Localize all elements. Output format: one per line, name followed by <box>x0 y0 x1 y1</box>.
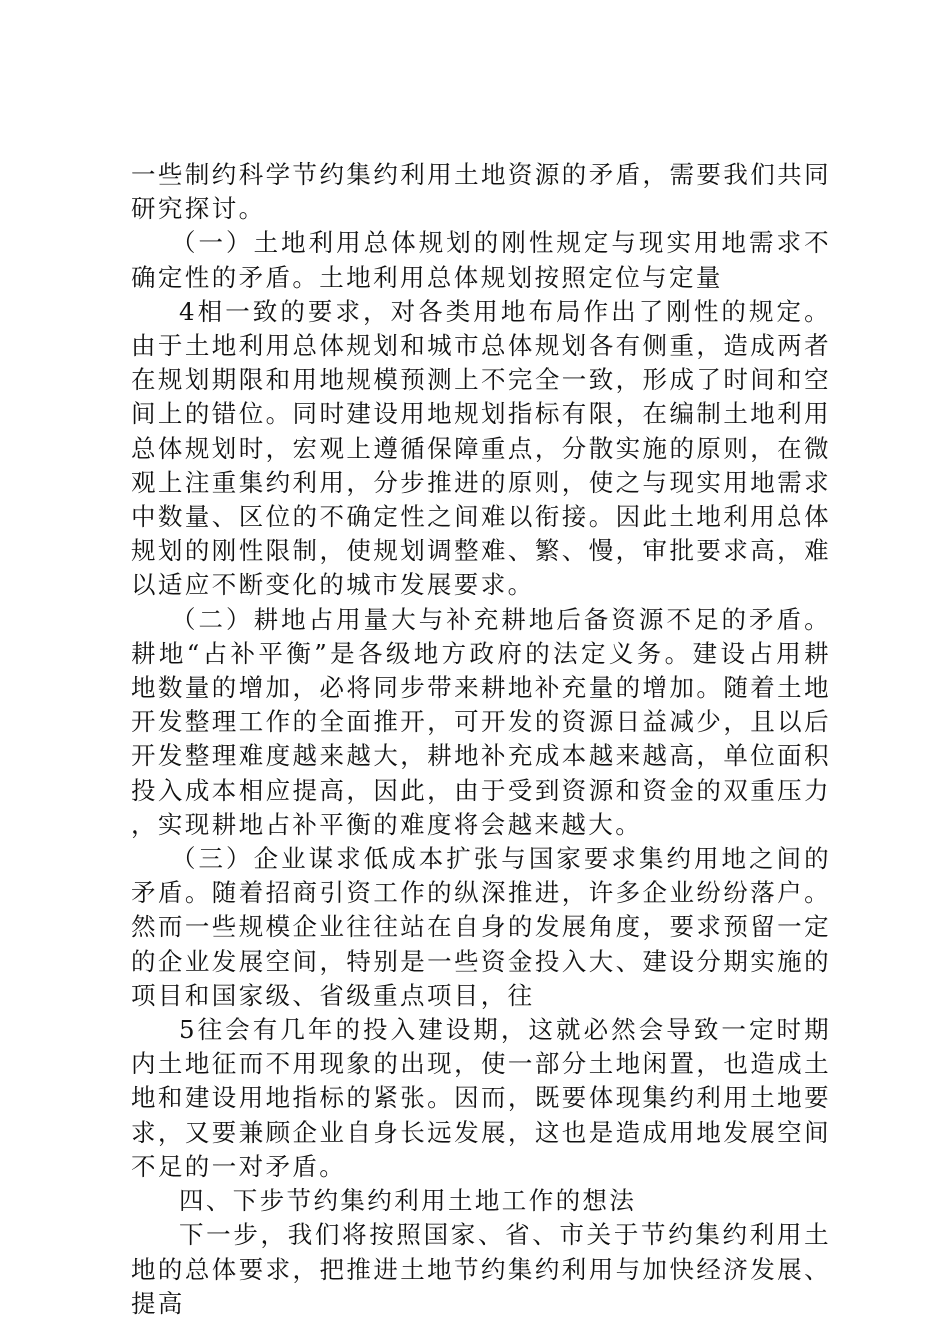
paragraph-section-4-body: 下一步，我们将按照国家、省、市关于节约集约利用土地的总体要求，把推进土地节约集约利用与加快经济发展、提高 <box>131 1220 831 1318</box>
paragraph-section-3-continuation: 5往会有几年的投入建设期，这就必然会导致一定时期内土地征而不用现象的出现，使一部分土地闲置，也造成土地和建设用地指标的紧张。因而，既要体现集约利用土地要求，又要兼顾企业自身长远发展，这也是造成用地发展空间不足的一对矛盾。 <box>131 1015 831 1181</box>
paragraph-section-2: （二）耕地占用量大与补充耕地后备资源不足的矛盾。耕地“占补平衡”是各级地方政府的法定义务。建设占用耕地数量的增加，必将同步带来耕地补充量的增加。随着土地开发整理工作的全面推开，可开发的资源日益减少，且以后开发整理难度越来越大，耕地补充成本越来越高，单位面积投入成本相应提高，因此，由于受到资源和资金的双重压力，实现耕地占补平衡的难度将会越来越大。 <box>131 604 831 839</box>
document-body <box>131 158 831 1321</box>
paragraph-section-1-heading: （一）土地利用总体规划的刚性规定与现实用地需求不确定性的矛盾。土地利用总体规划按照定位与定量 <box>131 228 831 292</box>
paragraph-intro-continuation: 一些制约科学节约集约利用土地资源的矛盾，需要我们共同研究探讨。 <box>131 160 831 224</box>
paragraph-section-4-heading: 四、下步节约集约利用土地工作的想法 <box>179 1186 637 1216</box>
paragraph-section-3: （三）企业谋求低成本扩张与国家要求集约用地之间的矛盾。随着招商引资工作的纵深推进，许多企业纷纷落户。然而一些规模企业往往站在自身的发展角度，要求预留一定的企业发展空间，特别是一些资金投入大、建设分期实施的项目和国家级、省级重点项目，往 <box>131 844 831 1010</box>
paragraph-section-1-body: 4相一致的要求，对各类用地布局作出了刚性的规定。由于土地利用总体规划和城市总体规划各有侧重，造成两者在规划期限和用地规模预测上不完全一致，形成了时间和空间上的错位。同时建设用地规划指标有限，在编制土地利用总体规划时，宏观上遵循保障重点，分散实施的原则，在微观上注重集约利用，分步推进的原则，使之与现实用地需求中数量、区位的不确定性之间难以衔接。因此土地利用总体规划的刚性限制，使规划调整难、繁、慢，审批要求高，难以适应不断变化的城市发展要求。 <box>131 296 831 600</box>
